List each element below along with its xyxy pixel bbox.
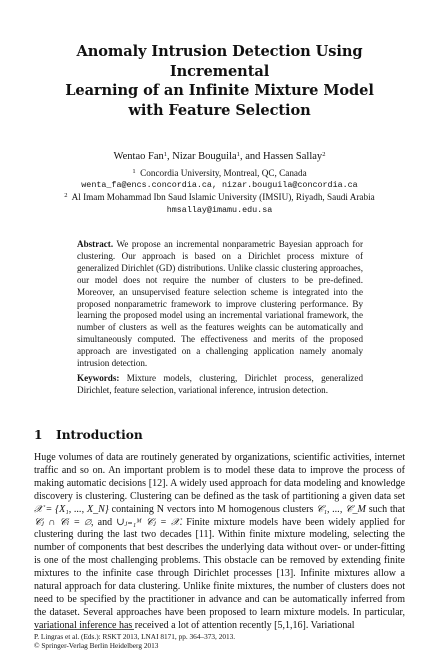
body-text: [34, 452, 405, 633]
author-and: and: [245, 151, 261, 162]
affiliation-1: [10, 167, 429, 179]
title-line-1: Anomaly Intrusion Detection Using Incremental: [76, 43, 363, 80]
body-seg-a: Huge volumes of data are routinely generated by organizations, scientific activities, internet traffic and so on. An important problem is to model these data to improve the process of making automatic decisions: [34, 452, 405, 489]
abstract: [77, 239, 363, 370]
author-3: Hassen Sallay: [262, 151, 323, 162]
section-title: Introduction: [56, 428, 143, 442]
footer-citation: P. Lingras et al. (Eds.): RSKT 2013, LNAI 8171, pp. 364–373, 2013.: [34, 632, 236, 641]
affiliation-2-text: Al Imam Mohammad Ibn Saud Islamic University (IMSIU), Riyadh, Saudi Arabia: [71, 192, 375, 203]
citation-link[interactable]: [13]: [276, 568, 294, 580]
author-2-affil: 1: [236, 151, 240, 158]
keywords-label: Keywords:: [77, 373, 120, 383]
affiliation-2: [10, 191, 429, 203]
body-seg-i: . Variational: [305, 619, 355, 631]
page-footer: [34, 632, 334, 651]
abstract-label: Abstract.: [77, 239, 114, 249]
keywords-text: Mixture models, clustering, Dirichlet process, generalized Dirichlet, feature selection, variational inference, intrusion detection.: [77, 373, 363, 395]
math-clusters: 𝒞₁, ..., 𝒞_M: [316, 503, 366, 515]
title-line-2: Learning of an Infinite Mixture Model: [65, 82, 374, 99]
body-seg-f: . Finite mixture models have been widely applied for clustering during the last two decades: [34, 516, 405, 541]
citation-link[interactable]: [12]: [148, 477, 166, 489]
author-1: Wentao Fan: [113, 151, 164, 162]
section-heading: [34, 428, 143, 443]
math-union: ∪ⱼ₌₁ᴹ 𝒞ⱼ = 𝒳: [116, 516, 180, 528]
email-line-1: wenta_fa@encs.concordia.ca, nizar.bouguila@concordia.ca: [81, 180, 358, 191]
affiliation-1-text: Concordia University, Montreal, QC, Canada: [140, 168, 307, 178]
author-list: Wentao Fan$^1$, Nizar Bouguila$^1$, and Hassen Sallay$^2$: [113, 151, 326, 162]
affiliation-1-marker: 1: [132, 168, 136, 175]
footnote-rule: [34, 629, 134, 630]
affiliations: [10, 167, 429, 216]
body-seg-d: such that: [365, 503, 405, 515]
abstract-text: We propose an incremental nonparametric Bayesian approach for clustering. Our approach is based on a Dirichlet process mixture of generalized Dirichlet (GD) distributions. Unlike classic clustering approaches, our model does not require the number of clusters to be pre-defined. Moreover, an unsupervised feature selection scheme is integrated into the proposed nonparametric framework to improve clustering performance. By learning the proposed model using an incremental variational framework, the number of clusters as well as the features weights can be automatically and simultaneously computed. The effectiveness and merits of the proposed approach are investigated on a challenging application namely anomaly intrusion detection.: [77, 239, 363, 369]
author-2: Nizar Bouguila: [172, 151, 237, 162]
affiliation-2-marker: 2: [64, 192, 68, 200]
math-dataset: 𝒳 = {X₁, ..., X_N}: [34, 503, 109, 515]
email-line-2: hmsallay@imamu.edu.sa: [166, 204, 273, 215]
body-seg-h: . Infinite mixtures allow a natural approach for data clustering. Unlike finite mixtures, the number of clusters does not need to be specified by the practitioner in advance and can be automatically inferred from the dataset. Several approaches have been proposed to learn mixture models. In particular, variational inference has received a lot of attention recently: [34, 568, 405, 631]
intro-paragraph: [34, 452, 405, 633]
keywords: [77, 373, 363, 397]
citation-link[interactable]: [5,1,16]: [274, 619, 306, 631]
paper-title: [30, 42, 409, 120]
author-1-affil: 1: [163, 151, 167, 158]
body-seg-b: . A widely used approach for data modeling and knowledge discovery is clustering. Clustering can be defined as the task of partitioning a given data set: [34, 477, 406, 502]
citation-link[interactable]: [11]: [195, 529, 212, 541]
math-intersection: 𝒞ⱼ ∩ 𝒞ₗ = ∅: [34, 516, 91, 528]
body-seg-e: , and: [90, 516, 117, 528]
section-number: 1: [34, 428, 43, 442]
footer-copyright: © Springer-Verlag Berlin Heidelberg 2013: [34, 641, 159, 651]
body-seg-g: . Within finite mixture modeling, selecting the number of components that best describes the underlying data without over- or under-fitting is one of the most challenging problems. This obstacle can be removed by extending finite mixtures to the infinite case through Dirichlet processes: [34, 529, 405, 580]
author-3-affil: 2: [322, 151, 326, 158]
body-seg-c: containing N vectors into M homogenous clusters: [108, 503, 317, 515]
title-line-3: with Feature Selection: [128, 101, 311, 119]
